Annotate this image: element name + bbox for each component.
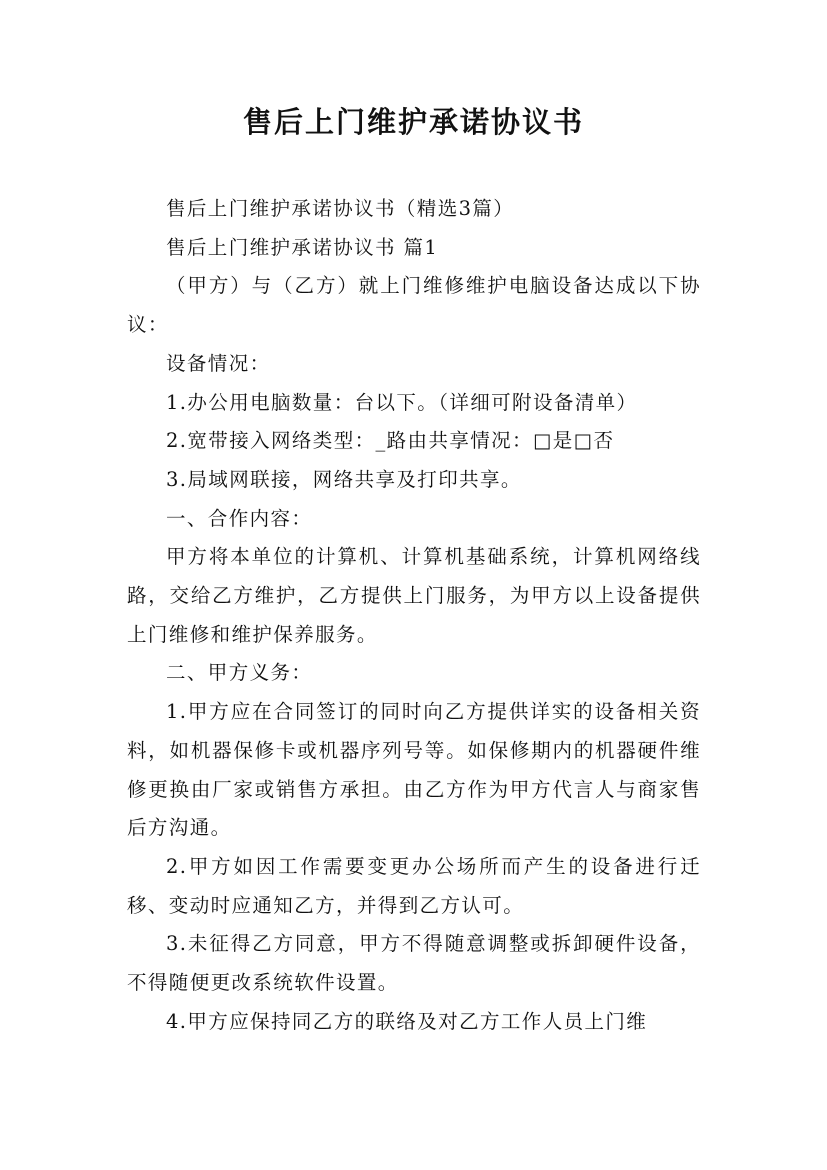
paragraph-equipment-item-3: 3.局域网联接，网络共享及打印共享。 [166,467,522,491]
paragraph-equipment-item-1: 1.办公用电脑数量：台以下。（详细可附设备清单） [166,390,638,414]
paragraph-obligation-1: 1.甲方应在合同签订的同时向乙方提供详实的设备相关资料，如机器保修卡或机器序列号等。如保修期内的机器硬件维修更换由厂家或销售方承担。由乙方作为甲方代言人与商家售后方沟通。 [127,700,701,840]
document-body [127,190,701,1041]
paragraph-subtitle: 售后上门维护承诺协议书（精选3篇） [166,197,515,220]
paragraph-equipment-heading: 设备情况： [166,351,271,375]
document-title: 售后上门维护承诺协议书 [242,105,584,139]
paragraph-obligation-3: 3.未征得乙方同意，甲方不得随意调整或拆卸硬件设备，不得随便更改系统软件设置。 [127,932,701,995]
paragraph-parties: （甲方）与（乙方）就上门维修维护电脑设备达成以下协议： [127,274,701,337]
paragraph-obligation-2: 2.甲方如因工作需要变更办公场所而产生的设备进行迁移、变动时应通知乙方，并得到乙方认可。 [127,854,701,917]
paragraph-cooperation-heading: 一、合作内容： [166,506,313,530]
paragraph-cooperation-content: 甲方将本单位的计算机、计算机基础系统，计算机网络线路，交给乙方维护，乙方提供上门服务，为甲方以上设备提供上门维修和维护保养服务。 [127,545,701,646]
paragraph-party-a-obligations-heading: 二、甲方义务： [166,661,313,685]
paragraph-section-heading: 售后上门维护承诺协议书 篇1 [166,235,439,259]
paragraph-obligation-4: 4.甲方应保持同乙方的联络及对乙方工作人员上门维 [166,1009,648,1033]
paragraph-equipment-item-2: 2.宽带接入网络类型：_路由共享情况：□是□否 [166,429,615,453]
